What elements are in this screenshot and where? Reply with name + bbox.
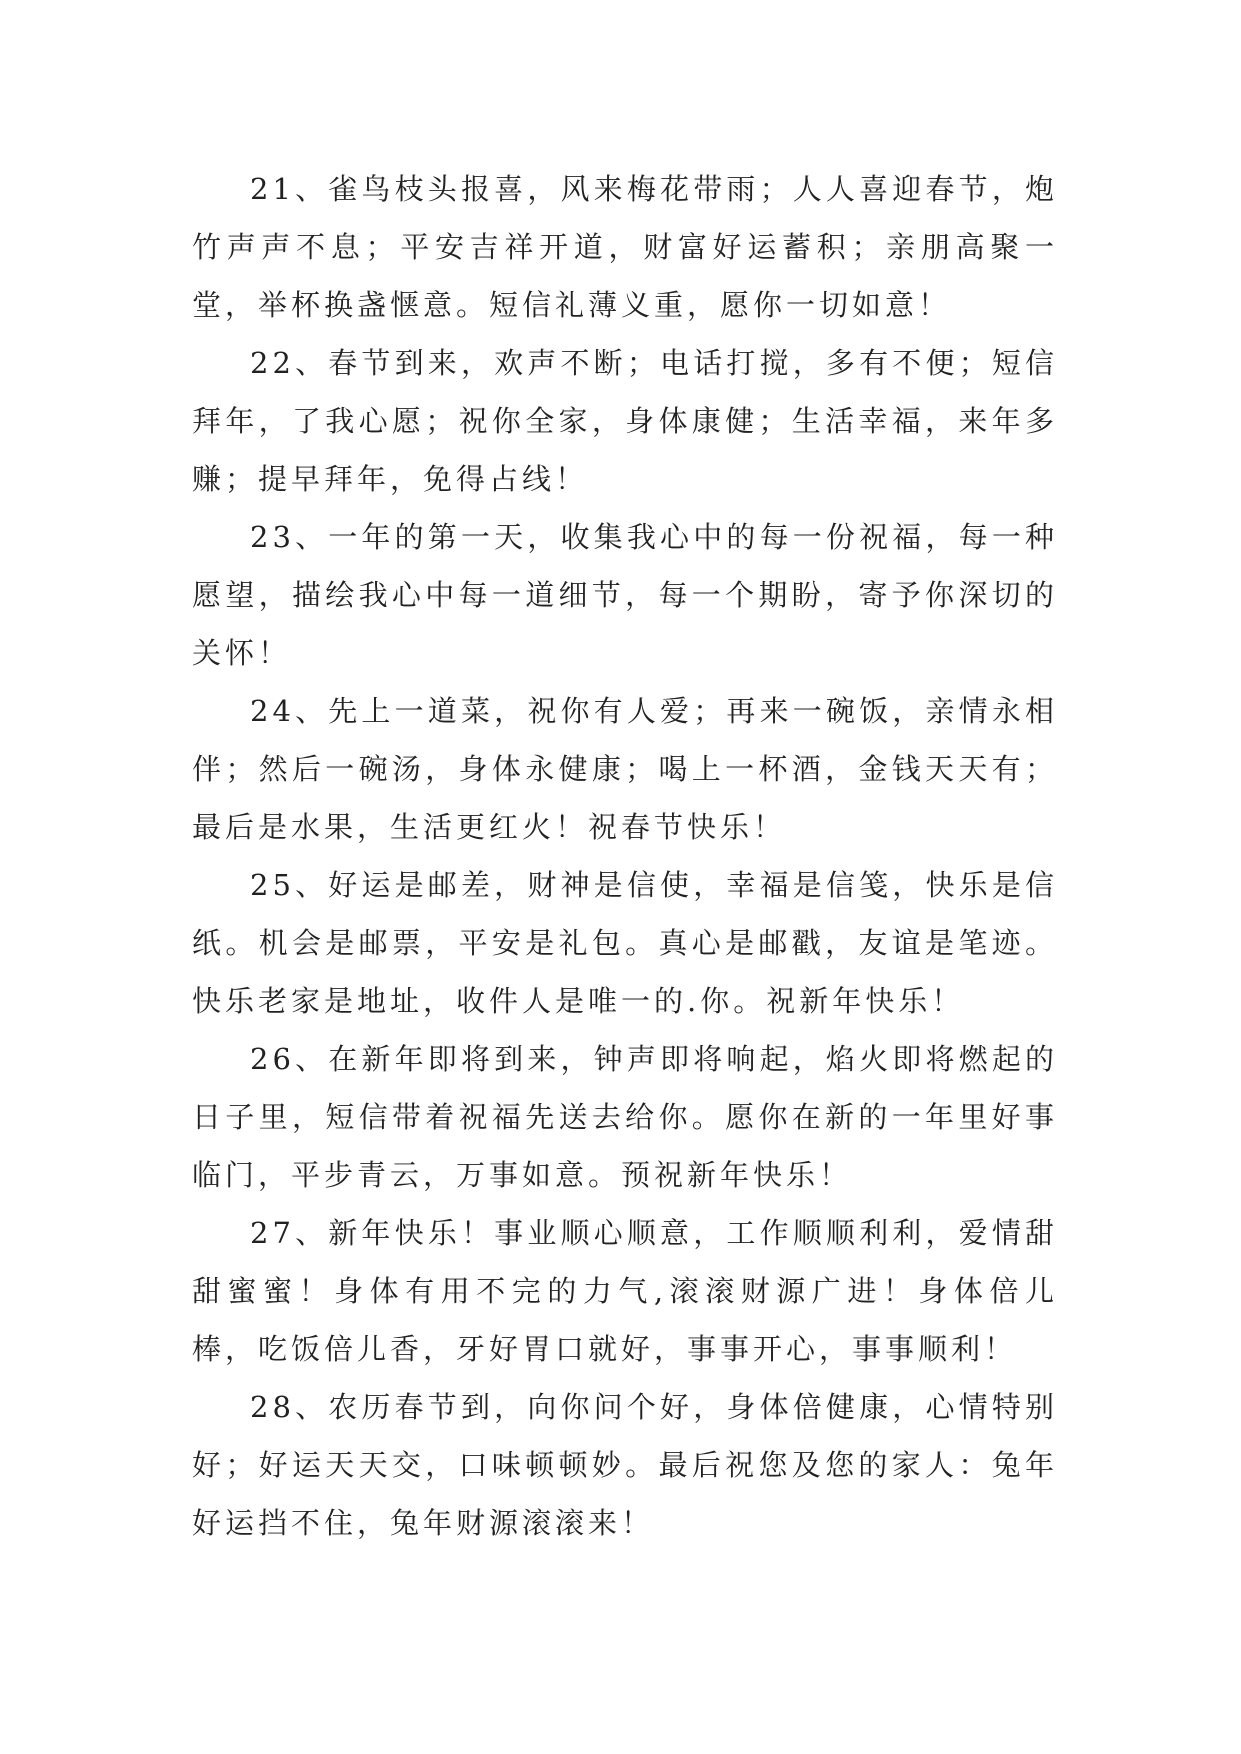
document-body bbox=[192, 160, 1058, 1552]
paragraph-26: 26、在新年即将到来，钟声即将响起，焰火即将燃起的日子里，短信带着祝福先送去给你。愿你在新的一年里好事临门，平步青云，万事如意。预祝新年快乐！ bbox=[192, 1042, 1058, 1192]
paragraph-25: 25、好运是邮差，财神是信使，幸福是信笺，快乐是信纸。机会是邮票，平安是礼包。真心是邮戳，友谊是笔迹。快乐老家是地址，收件人是唯一的.你。祝新年快乐！ bbox=[192, 868, 1058, 1018]
paragraph-21: 21、雀鸟枝头报喜，风来梅花带雨；人人喜迎春节，炮竹声声不息；平安吉祥开道，财富好运蓄积；亲朋高聚一堂，举杯换盏惬意。短信礼薄义重，愿你一切如意！ bbox=[192, 172, 1058, 322]
paragraph-23: 23、一年的第一天，收集我心中的每一份祝福，每一种愿望，描绘我心中每一道细节，每一个期盼，寄予你深切的关怀！ bbox=[192, 520, 1058, 670]
paragraph-27: 27、新年快乐！事业顺心顺意，工作顺顺利利，爱情甜甜蜜蜜！身体有用不完的力气,滚滚财源广进！身体倍儿棒，吃饭倍儿香，牙好胃口就好，事事开心，事事顺利！ bbox=[192, 1216, 1058, 1366]
paragraph-24: 24、先上一道菜，祝你有人爱；再来一碗饭，亲情永相伴；然后一碗汤，身体永健康；喝上一杯酒，金钱天天有；最后是水果，生活更红火！祝春节快乐！ bbox=[192, 694, 1058, 844]
paragraph-22: 22、春节到来，欢声不断；电话打搅，多有不便；短信拜年，了我心愿；祝你全家，身体康健；生活幸福，来年多赚；提早拜年，免得占线！ bbox=[192, 346, 1058, 496]
paragraph-28: 28、农历春节到，向你问个好，身体倍健康，心情特别好；好运天天交，口味顿顿妙。最后祝您及您的家人：兔年好运挡不住，兔年财源滚滚来！ bbox=[192, 1390, 1058, 1540]
